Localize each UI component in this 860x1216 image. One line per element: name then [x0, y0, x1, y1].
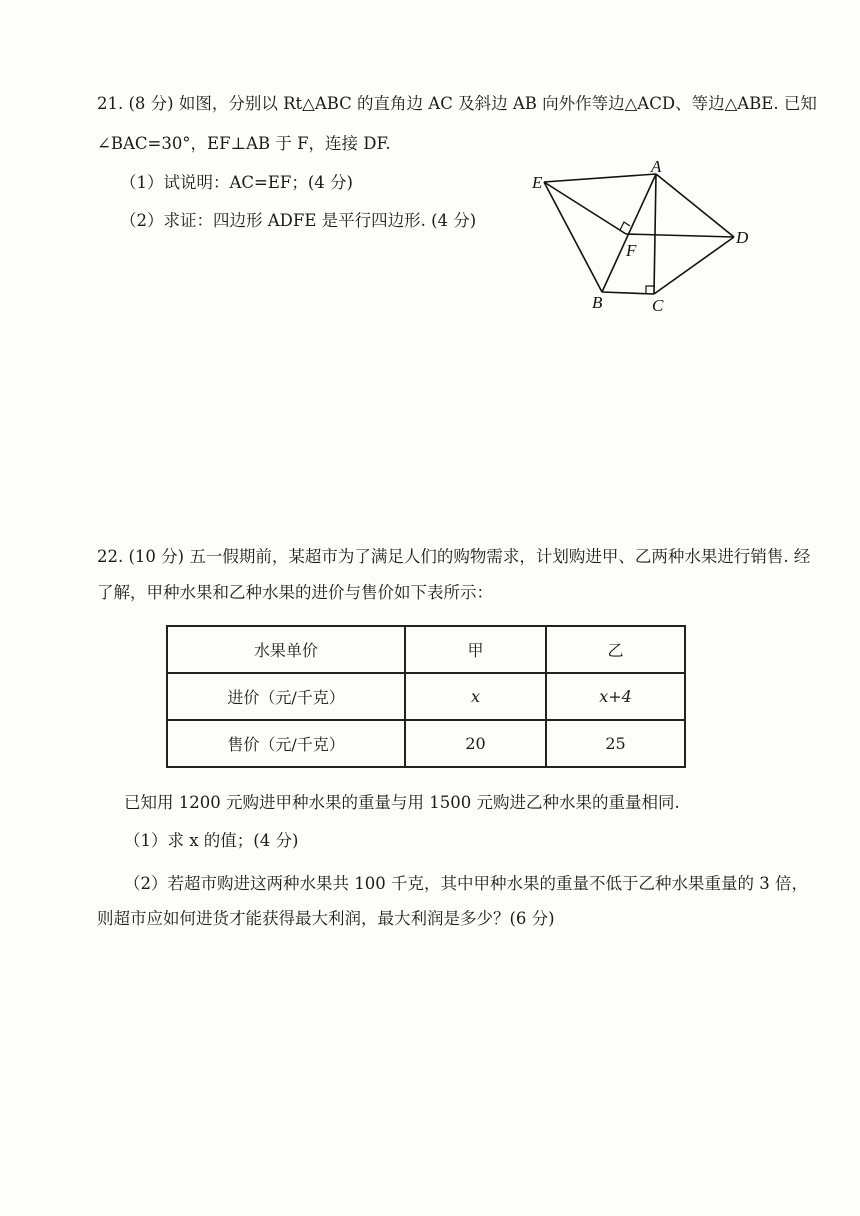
table-header-cell: 乙 [546, 626, 685, 673]
table-header-cell: 水果单价 [167, 626, 405, 673]
q22-statement-line2: 了解，甲种水果和乙种水果的进价与售价如下表所示： [97, 583, 493, 602]
fruit-price-table [166, 625, 686, 768]
table-row [167, 673, 685, 720]
right-angle-mark-F [620, 222, 630, 230]
q21-part2: （2）求证：四边形 ADFE 是平行四边形. (4 分) [120, 211, 477, 230]
q22-part2-line1: （2）若超市购进这两种水果共 100 千克，其中甲种水果的重量不低于乙种水果重量的 3 倍， [124, 874, 808, 893]
segment-AB [602, 174, 656, 292]
table-header-cell: 甲 [405, 626, 546, 673]
table-cell: 20 [405, 720, 546, 767]
segment-EF [544, 182, 626, 234]
q21-part1: （1）试说明：AC=EF；(4 分) [120, 173, 353, 192]
segment-DC [654, 237, 734, 294]
segment-FD [626, 234, 734, 237]
table-cell: 25 [546, 720, 685, 767]
q22-part1: （1）求 x 的值；(4 分) [124, 831, 299, 850]
label-B: B [592, 293, 603, 312]
label-D: D [736, 228, 749, 247]
q22-given: 已知用 1200 元购进甲种水果的重量与用 1500 元购进乙种水果的重量相同. [124, 793, 680, 812]
label-F: F [626, 241, 637, 260]
segment-AD [656, 174, 734, 237]
segment-EA [544, 174, 656, 182]
table-cell: 售价（元/千克） [167, 720, 405, 767]
table-header-row [167, 626, 685, 673]
table-cell: x+4 [546, 673, 685, 720]
segment-EB [544, 182, 602, 292]
q21-statement-line1: 21. (8 分) 如图，分别以 Rt△ABC 的直角边 AC 及斜边 AB 向外作等边△ACD、等边△ABE. 已知 [97, 94, 817, 113]
label-C: C [652, 296, 664, 315]
table-row [167, 720, 685, 767]
q21-statement-line2: ∠BAC=30°，EF⊥AB 于 F，连接 DF. [97, 134, 391, 153]
right-angle-mark-C [646, 286, 654, 294]
q22-part2-line2: 则超市应如何进货才能获得最大利润，最大利润是多少？(6 分) [97, 909, 555, 928]
label-E: E [532, 173, 543, 192]
table-cell: 进价（元/千克） [167, 673, 405, 720]
table-cell: x [405, 673, 546, 720]
q22-statement-line1: 22. (10 分) 五一假期前，某超市为了满足人们的购物需求，计划购进甲、乙两种水果进行销售. 经 [97, 547, 811, 566]
q21-geometry-figure [528, 160, 768, 320]
label-A: A [651, 160, 662, 176]
